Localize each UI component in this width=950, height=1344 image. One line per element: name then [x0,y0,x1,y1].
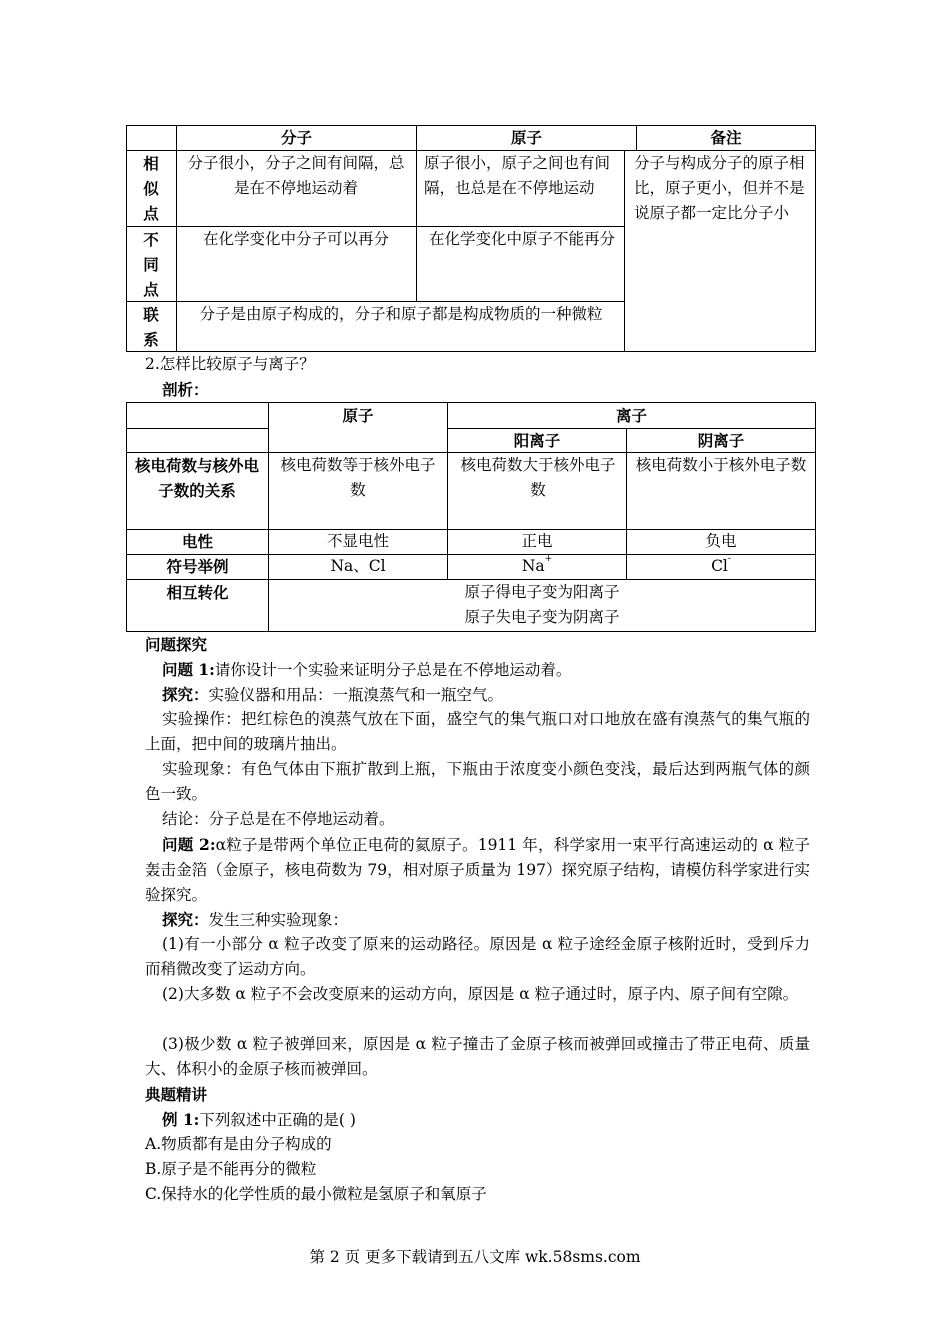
electricity-atom: 不显电性 [326,532,389,550]
symbol-cation: Na+ [521,554,553,575]
electricity-anion: 负电 [705,532,737,550]
header-atom: 原子 [510,128,542,147]
row-label-conversion: 相互转化 [166,583,229,602]
problem2-explore: 探究：发生三种实验现象： [162,910,349,929]
row-label-difference: 不同点 [143,230,159,299]
row-label-similarity: 相似点 [143,154,159,223]
problem2-item-1: (1)有一小部分 α 粒子改变了原来的运动路径。原因是 α 粒子途经金原子核附近时，受到斥力而稍微改变了运动方向。 [145,935,810,978]
note-text: 分子与构成分子的原子相比，原子更小，但并不是说原子都一定比分子小 [634,154,805,222]
page-footer: 第 2 页 更多下载请到五八文库 wk.58sms.com [309,1248,641,1266]
similarity-molecule: 分子很小，分子之间有间隔，总是在不停地运动着 [187,154,405,197]
electricity-cation: 正电 [521,532,553,550]
conversion-line-2: 原子失电子变为阴离子 [464,608,620,626]
symbol-anion: Cl- [711,554,731,575]
header-atom: 原子 [342,406,374,425]
atom-ion-table [126,402,816,632]
problem2-item-3: (3)极少数 α 粒子被弹回来，原因是 α 粒子撞击了金原子核而被弹回或撞击了带正电荷、质量大、体积小的金原子核而被弹回。 [145,1035,810,1078]
similarity-atom: 原子很小，原子之间也有间隔，也总是在不停地运动 [424,154,611,197]
difference-atom: 在化学变化中原子不能再分 [428,230,615,248]
header-ion: 离子 [615,406,647,425]
problem1-conclusion: 结论：分子总是在不停地运动着。 [162,810,395,828]
header-molecule: 分子 [280,128,312,147]
analysis-label: 剖析： [162,380,209,399]
problem1-phenomenon: 实验现象：有色气体由下瓶扩散到上瓶，下瓶由于浓度变小颜色变浅，最后达到两瓶气体的颜色一致。 [145,760,810,803]
header-anion: 阴离子 [697,431,745,450]
symbol-atom: Na、Cl [330,557,386,575]
header-cation: 阳离子 [513,431,561,450]
molecule-atom-table [126,125,816,352]
header-note: 备注 [710,128,742,147]
example1-option-b: B.原子是不能再分的微粒 [145,1160,317,1178]
section-examples-heading: 典题精讲 [145,1085,208,1104]
example1-option-a: A.物质都有是由分子构成的 [145,1135,332,1153]
example1-question: 例 1:下列叙述中正确的是( ) [162,1110,356,1129]
problem2-statement: 问题 2:α粒子是带两个单位正电荷的氦原子。1911 年，科学家用一束平行高速运动的 α 粒子轰击金箔（金原子，核电荷数为 79，相对原子质量为 197）探究原子结构，请模仿科学家进行实验探究。 [145,835,811,904]
difference-molecule: 在化学变化中分子可以再分 [202,230,389,248]
q2-title: 2.怎样比较原子与离子？ [145,355,315,373]
row-label-relation: 联系 [143,305,159,349]
problem1-explore: 探究：实验仪器和用品：一瓶溴蒸气和一瓶空气。 [162,685,504,704]
conversion-line-1: 原子得电子变为阳离子 [464,583,620,601]
example1-option-c: C.保持水的化学性质的最小微粒是氢原子和氧原子 [145,1185,487,1203]
problem2-item-2: (2)大多数 α 粒子不会改变原来的运动方向，原因是 α 粒子通过时，原子内、原子间有空隙。 [162,985,799,1003]
relation-text: 分子是由原子构成的，分子和原子都是构成物质的一种微粒 [199,305,603,323]
row-label-symbol: 符号举例 [166,557,229,576]
problem1-operation: 实验操作：把红棕色的溴蒸气放在下面，盛空气的集气瓶口对口地放在盛有溴蒸气的集气瓶的上面，把中间的玻璃片抽出。 [145,710,810,753]
section-explore-heading: 问题探究 [145,635,208,654]
row-label-electricity: 电性 [181,532,213,551]
charge-relation-anion: 核电荷数小于核外电子数 [635,456,807,474]
problem1-statement: 问题 1:请你设计一个实验来证明分子总是在不停地运动着。 [162,660,572,679]
charge-relation-cation: 核电荷数大于核外电子数 [460,456,616,499]
charge-relation-atom: 核电荷数等于核外电子数 [280,456,436,499]
row-label-charge-relation: 核电荷数与核外电子数的关系 [134,456,259,500]
